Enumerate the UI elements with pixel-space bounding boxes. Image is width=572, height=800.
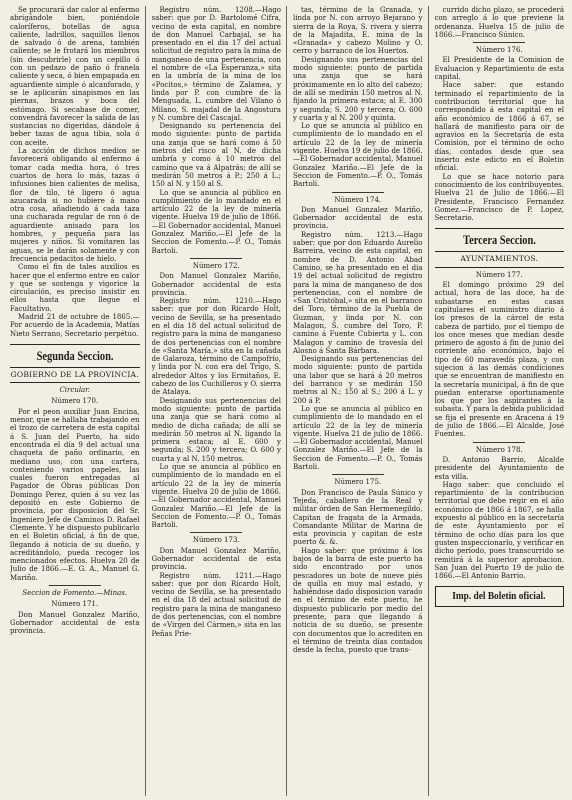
divider (10, 382, 140, 383)
paragraph: Designando sus pertenencias del modo siguiente: punto de partida una zanja que se hará como al medio de dicha cañada; de allí se medirán 50 metros al N. ligando la primera estaca; al E. 600 y segunda; S. 200 y tercera; O. 600 y cuarta y al N. 150 metros. (151, 396, 281, 463)
notice-number: Número 170. (51, 397, 99, 406)
paragraph: Don Manuel Gonzalez Mariño, Gobernador accidental de esta provincia. (151, 546, 281, 572)
column-1 (10, 6, 146, 796)
paragraph: Don Manuel Gonzalez Mariño, Gobernador accidental de esta provincia. (151, 272, 281, 297)
divider (435, 267, 565, 268)
paragraph: Hace saber: que estando terminado el repartimiento de la contribucion territorial que ha correspondido á esta capital en el año económico de 1866 á 67, se hallará de manifiesto para oir de agravios en la Secretaría de esta Comision, por el término de ocho días, contados desde que sea inserto este edicto en el Boletin oficial. (434, 81, 564, 173)
ayuntamientos-heading: AYUNTAMIENTOS. (460, 254, 539, 264)
paragraph: Lo que se hace notorio para conocimiento de los contribuyentes. Huelva 21 de Julio de 1866.—El Presidente, Francisco Fernandez Gomez.—Francisco de P. Lopez, Secretario. (434, 172, 564, 223)
circular-heading: Circular. (59, 386, 91, 395)
paragraph: La acción de dichos medios se favorecerá obligando al enfermo á tomar cada media hora, ó tres cuartos de hora lo más, tazas ó infusiones bien calientes de melisa, flor de tilo, té ligero ó agua azucarada si no hubiere á mano otra cosa, añadiendo á cada taza una cucharada regular de ron ó de aguardiente anisado para los hombres, y pequeña para las mujeres y niños. Si vomitaren las aguas, se le darán solamente y con frecuencia pedacitos de hielo. (10, 147, 140, 263)
paragraph: Registro núm. 1210.—Hago saber: que por don Ricardo Holt, vecino de Sevilla, se ha presentado en el dia 18 del actual solicitud de registro para la mina de manganeso de dos pertenencias con el nombre de «Santa María,» sita en la cañada de Galaroza, término de Campofrío, y linda por N. con era del Trigo, S. alrededor Altos y los Ermitaños, E. cabezo de los Cuchilleros y O. sierra de Atalaya. (151, 297, 281, 397)
notice-number: Número 175. (334, 478, 382, 487)
section-title: Tercera Seccion. (462, 232, 536, 248)
paragraph: Hago saber: que concluido el repartimiento de la contribucion territorial que debe regir en el año económico de 1866 á 1867, se halla expuesto al público en la secretaría de este Ayuntamiento por el término de ocho días para los que gusten inspeccionarlo, y verificar en dicho período, pues transcurrido se remitirá á la superior aprobacion. San Juan del Puerto 19 de julio de 1866.—El Antonio Barrio. (434, 480, 564, 581)
fomento-heading: Seccion de Fomento.—Minas. (22, 589, 128, 597)
paragraph: El Presidente de la Comision de Evaluacion y Repartimiento de esta capital. (434, 56, 564, 82)
paragraph: Como el fin de tales auxilios es hacer que el enfermo entre en calor y que se sostenga y vigorice la circulación, es preciso insistir en ellos hasta que llegue el Facultativo. (10, 263, 140, 313)
section-header-tercera (435, 228, 565, 252)
column-4 (435, 6, 565, 796)
paragraph: Designando su pertenencia del modo siguiente: punto de partida una zanja que se hará como á 50 metros del risco al N. de dicha umbría y como á 10 metros del camino que va á Alpatrás; de allí se medirán 50 metros á P.; 250 á L.; 150 al N. y 150 al S. (151, 122, 281, 189)
gobierno-heading: GOBIERNO DE LA PROVINCIA. (10, 369, 139, 379)
divider (473, 42, 525, 43)
paragraph: D. Antonio Barrio, Alcalde presidente del Ayuntamiento de esta villa. (434, 455, 564, 481)
paragraph: Lo que se anuncia al público en cumplimiento de lo mandado en el artículo 22 de la ley de minería vigente. Huelva 19 de julio de 1866.—El Gobernador accidental, Manuel Gonzalez Mariño.—El Jefe de la Seccion de Fomento.—P. O., Tomás Bartoli. (151, 188, 281, 255)
paragraph: currido dicho plazo, se procederá con arreglo á lo que previene la ordenanza. Huelva 15 de julio de 1866.—Francisco Súnico. (434, 6, 564, 39)
notice-number: Número 177. (475, 270, 523, 279)
paragraph: Don Francisco de Paula Súnico y Tejeda, caballero de la Real y militar órden de San Hermenegildo, Capitan de fragata de la Armada, Comandante Militar de Marina de esta provincia y capitan de este puerto &. &. (293, 488, 423, 547)
paragraph: Designando sus pertenencias del modo siguiente: punto de partida una zanja que se hará próximamente en lo alto del cabezo; de allí se medirán 150 metros al N. fijando la primera estaca; al E. 300 y segunda; S. 200 y tercera; O. 600 y cuarta y al N. 200 y quinta. (293, 55, 423, 122)
notice-number: Número 173. (192, 536, 240, 545)
paragraph: Lo que se anuncia al público en cumplimiento de lo mandado en el artículo 22 de la ley de minería vigente. Huelva 21 de julio de 1866.—El Gobernador accidental, Manuel Gonzalez Mariño.—El Jefe de la Seccion de Fomento.—P. O., Tomás Bartoli. (293, 404, 423, 472)
column-2 (152, 6, 288, 796)
section-title: Segunda Seccion. (36, 347, 114, 363)
notice-number: Número 174. (334, 195, 382, 204)
printer-imprint: Imp. del Boletin oficial. (452, 590, 546, 603)
divider (332, 474, 384, 475)
notice-number: Número 172. (192, 261, 240, 270)
divider (473, 442, 525, 443)
paragraph: Registro núm. 1211.—Hago saber: que por don Ricardo Holt, vecino de Sevilla, se ha presentado en el dia 18 del actual solicitud de registro para la mina de manganeso de dos pertenencias, con el nombre de «Virgen del Cármen,» sita en las Peñas Prie- (151, 571, 281, 638)
printer-footer (435, 586, 565, 607)
paragraph: Don Manuel Gonzalez Mariño, Gobernador accidental de esta provincia. (10, 610, 140, 636)
divider (190, 258, 242, 259)
divider (332, 192, 384, 193)
notice-number: Número 176. (475, 46, 523, 55)
paragraph: Por el peon auxiliar Juan Encina, menor, que se hallaba trabajando en el trozo de carretera de esta capital á S. Juan del Puerto, ha sido encontrada el dia 9 del actual una chaqueta de paño ordinario, en mediano uso, con una cartera, conteniendo varios papeles, las cuales fueron entregadas al Pagador de Obras públicas Don Domingo Perez, quien á su vez las depositó en este Gobierno de provincia, por disposicion del Sr. Ingeniero Jefe de Caminos D. Rafael Clemente. Y he dispuesto publicarlo en el Boletin oficial, á fin de que, llegando á noticia de su dueño, y acreditándolo, pueda recoger los mencionados efectos. Huelva 20 de Julio de 1866.—E. G. A., Manuel G. Mariño. (10, 407, 140, 582)
paragraph: Se procurará dar calor al enfermo abrigándole bien, poniéndole caloríferos, botellas de agua caliente, ladrillos, saquillos llenos de salvado ó de arena, también caliente; se le frotará los miembros (sin descubrirle) con un cepillo ó con un pedazo de paño ó franela caliente y seca, ó bien empapada en aguardiente simple ó alcanforado, y se le aplicarán sinapismos en las piernas, brazos y boca del estómago. Si secabase de comer, convendrá favorecer la salida de las sustancias no digeridas, dándole á beber tazas de agua tibia, sola ó con aceite. (10, 6, 140, 147)
notice-number: Número 171. (51, 600, 99, 609)
paragraph: tas, término de la Granada, y linda por N. con arroyo Bejarano y sierra de la Roya, S. rivera y sierra de la Majadita, E. mina de la «Granada» y cabezo Molino y O. cerro y barranco de los Huertos. (293, 6, 423, 56)
paragraph: Lo que se anuncia al público en cumplimiento de lo mandado en el artículo 22 de la ley de minería vigente. Huelva 19 de julio de 1866.—El Gobernador accidental, Manuel Gonzalez Mariño.—El Jefe de la Seccion de Fomento.—P. O., Tomás Bartoli. (293, 122, 423, 189)
paragraph: Registro núm. 1208.—Hago saber: que por D. Bartolomé Cifra, vecino de esta capital, en nombre de don Manuel Carbajal, se ha presentado en el dia 17 del actual solicitud de registro para la mina de manganeso de una pertenencia, con el nombre de «La Esperanza,» sita en la umbría de la mina de los «Pocitos,» término de Zalamea, y linda por P. con cumbre de la Menguada, L. cumbre del Vilano ó Milano, S. majadal de la Angostura y N. cumbre del Cascajal. (151, 6, 281, 122)
section-header-segunda (10, 344, 140, 368)
divider (49, 585, 101, 586)
paragraph: Registro núm. 1213.—Hago saber: que por don Eduardo Aurelio Barreira, vecino de esta capital, en nombre de D. Antonio Abad Camino, se ha presentado en el dia 19 del actual solicitud de registro para la mina de manganeso de dos pertenencias, con el nombre de «San Cristóbal,» sita en el barranco del Toro, término de la Puebla de Guzman, y linda por N. con Malagon, S. cumbre del Toro, P. camino á Fuente Cubierta y L. con Malagon y camino de travesía del Alosno á Santa Bárbara. (293, 230, 423, 355)
notice-number: Número 178. (475, 445, 523, 454)
paragraph: El domingo próximo 29 del actual, hora de las doce, ha de subastarse en estas casas capitulares el suministro diario á los presos de la cárcel de esta cabeza de partido, por el tiempo de los once meses que median desde primero de agosto á fin de junio del corriente año económico, bajo el tipo de 60 maravedís plaza, y con sujecion á las demás condiciones que se encuentran de manifiesto en la secretaría municipal, á fin de que puedan enterarse oportunamente los que por los aspirantes á la subasta. Y para la debida publicidad se fija el presente en Aracena á 19 de julio de 1866.—El Alcalde, José Fuentes. (434, 281, 564, 439)
paragraph: Madrid 21 de octubre de 1865.—Por acuerdo de la Academia, Matías Nieto Serrano, Secretario perpétuo. (10, 312, 140, 338)
divider (190, 532, 242, 533)
paragraph: Designando sus pertenencias del modo siguiente: punto de partida una labor que se hará á 20 metros del barranco y se medirán 150 metros al N.; 150 al S.; 200 á L. y 200 á P. (293, 355, 423, 405)
paragraph: Hago saber: que próximo á los bajos de la barra de este puerto ha sido encontrado por unos pescadores un bote de nueve piés de quilla en muy mal estado, y habiéndose dado disposicion varado en el término de este puerto, he dispuesto publicarlo por medio del presente, para que llegando á noticia de su dueño, se presente con documentos que lo acrediten en el término de treinta días contados desde la fecha, puesto que trans- (293, 546, 423, 655)
column-3 (293, 6, 429, 796)
paragraph: Don Manuel Gonzalez Mariño, Gobernador accidental de esta provincia. (293, 205, 423, 231)
paragraph: Lo que se anuncia al público en cumplimiento de lo mandado en el artículo 22 de la ley de minería vigente. Huelva 20 de julio de 1866.—El Gobernador accidental, Manuel Gonzalez Mariño.—El Jefe de la Seccion de Fomento.—P. O., Tomás Bartoli. (151, 463, 281, 530)
